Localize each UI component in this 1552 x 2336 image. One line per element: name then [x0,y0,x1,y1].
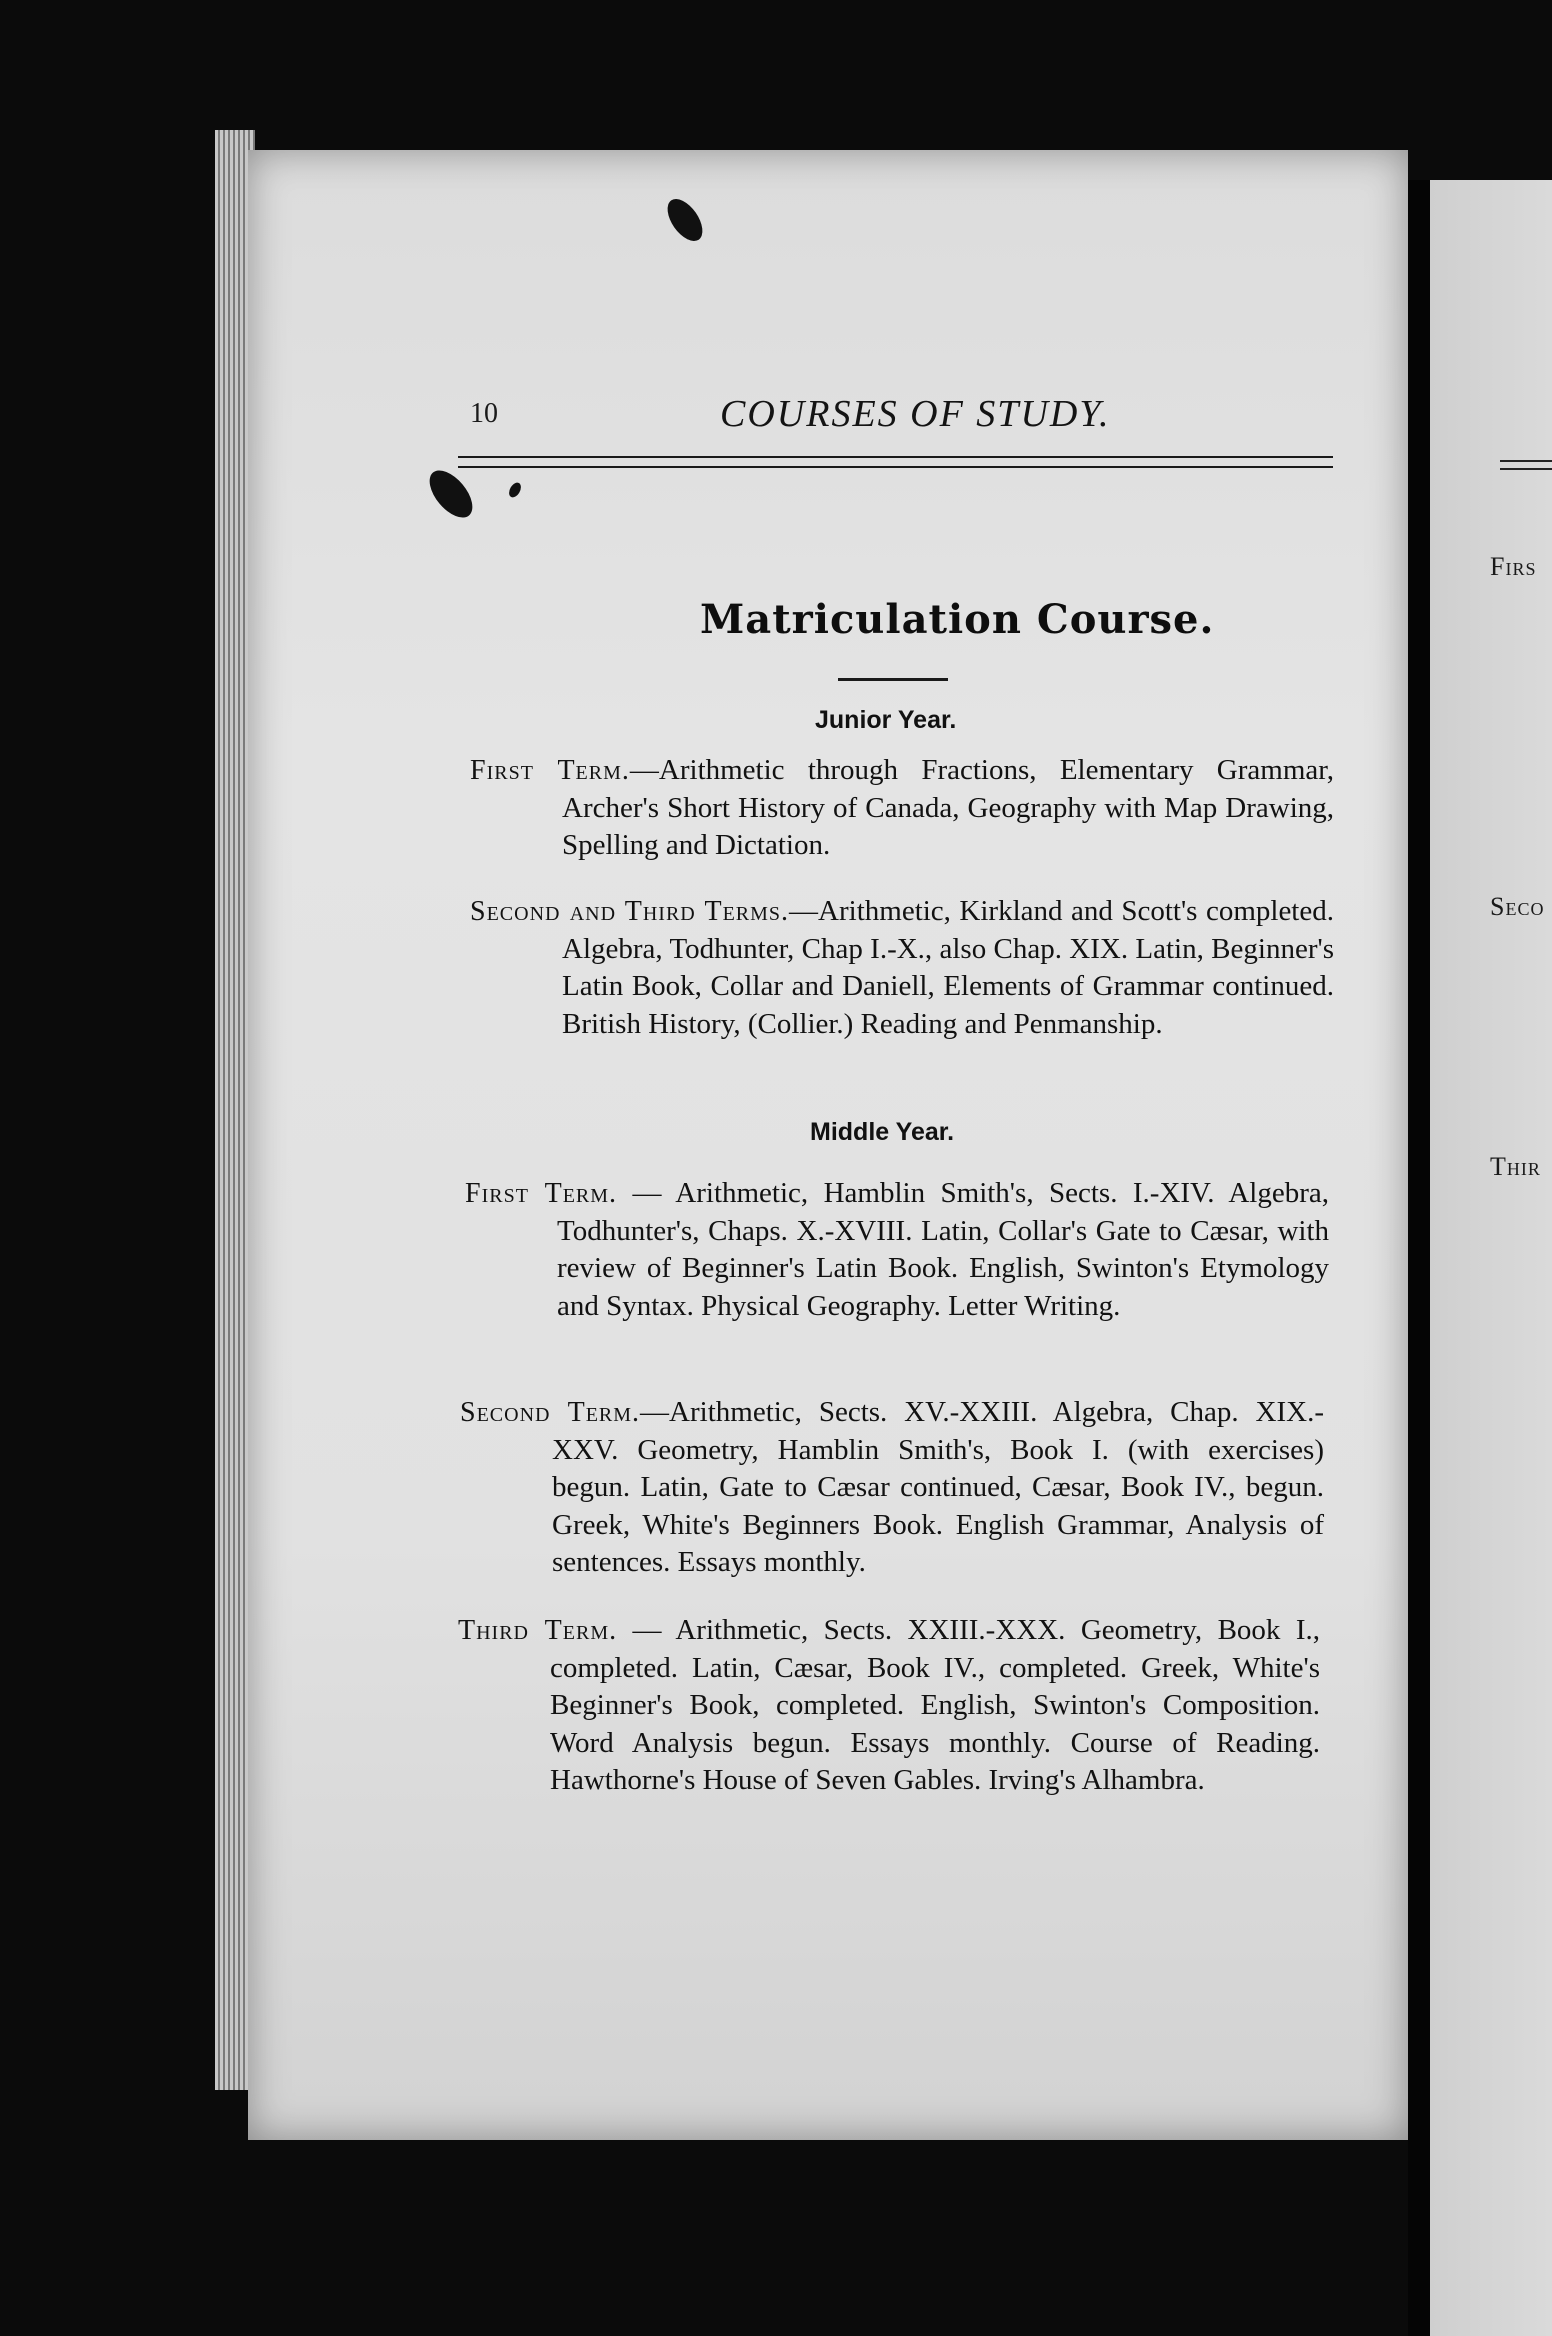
term-text: —Arithmetic, Kirkland and Scott's completed. Algebra, Todhunter, Chap I.-X., also Chap. XIX. Latin, Beginner's Latin Book, Collar and Daniell, Elements of Grammar continued. British History, (Collier.) Reading and Penmanship. [562,895,1334,1040]
header-rule [458,456,1333,468]
page-number: 10 [470,398,498,429]
gutter-shadow [1408,180,1430,2336]
section-title: Matriculation Course. [700,596,1215,643]
junior-second-third-terms [470,893,1334,1043]
middle-first-term [465,1175,1329,1325]
term-label: Second and Third Terms. [470,896,790,927]
term-text: — Arithmetic, Hamblin Smith's, Sects. I.-XIV. Algebra, Todhunter's, Chaps. X.-XVIII. Latin, Collar's Gate to Cæsar, with review of Beginner's Latin Book. English, Swinton's Etymology and Syntax. Physical Geography. Letter Writing. [557,1177,1329,1322]
term-label: Second Term. [460,1397,641,1428]
term-label: First Term. [470,755,630,786]
adjacent-label-first: Firs [1490,552,1537,581]
middle-second-term [460,1394,1324,1582]
adjacent-label-second: Seco [1490,892,1545,921]
term-text: —Arithmetic through Fractions, Elementary Grammar, Archer's Short History of Canada, Geography with Map Drawing, Spelling and Dictation. [562,754,1334,861]
middle-third-term [458,1612,1320,1800]
adjacent-page [1430,180,1552,2336]
term-label: First Term. [465,1178,618,1209]
term-text: — Arithmetic, Sects. XXIII.-XXX. Geometry, Book I., completed. Latin, Cæsar, Book IV., completed. Greek, White's Beginner's Book, completed. English, Swinton's Composition. Word Analysis begun. Essays monthly. Course of Reading. Hawthorne's House of Seven Gables. Irving's Alhambra. [550,1614,1320,1796]
term-text: —Arithmetic, Sects. XV.-XXIII. Algebra, Chap. XIX.-XXV. Geometry, Hamblin Smith's, Book I. (with exercises) begun. Latin, Gate to Cæsar continued, Cæsar, Book IV., begun. Greek, White's Beginners Book. English Grammar, Analysis of sentences. Essays monthly. [552,1396,1324,1578]
page-header [470,393,1330,438]
adjacent-label-third: Thir [1490,1152,1541,1181]
junior-year-heading: Junior Year. [815,706,957,734]
running-title: COURSES OF STUDY. [720,393,1111,435]
title-rule [838,678,948,681]
term-label: Third Term. [458,1615,618,1646]
middle-year-heading: Middle Year. [810,1118,955,1146]
junior-first-term [470,752,1334,865]
adjacent-header-rule [1500,460,1552,470]
